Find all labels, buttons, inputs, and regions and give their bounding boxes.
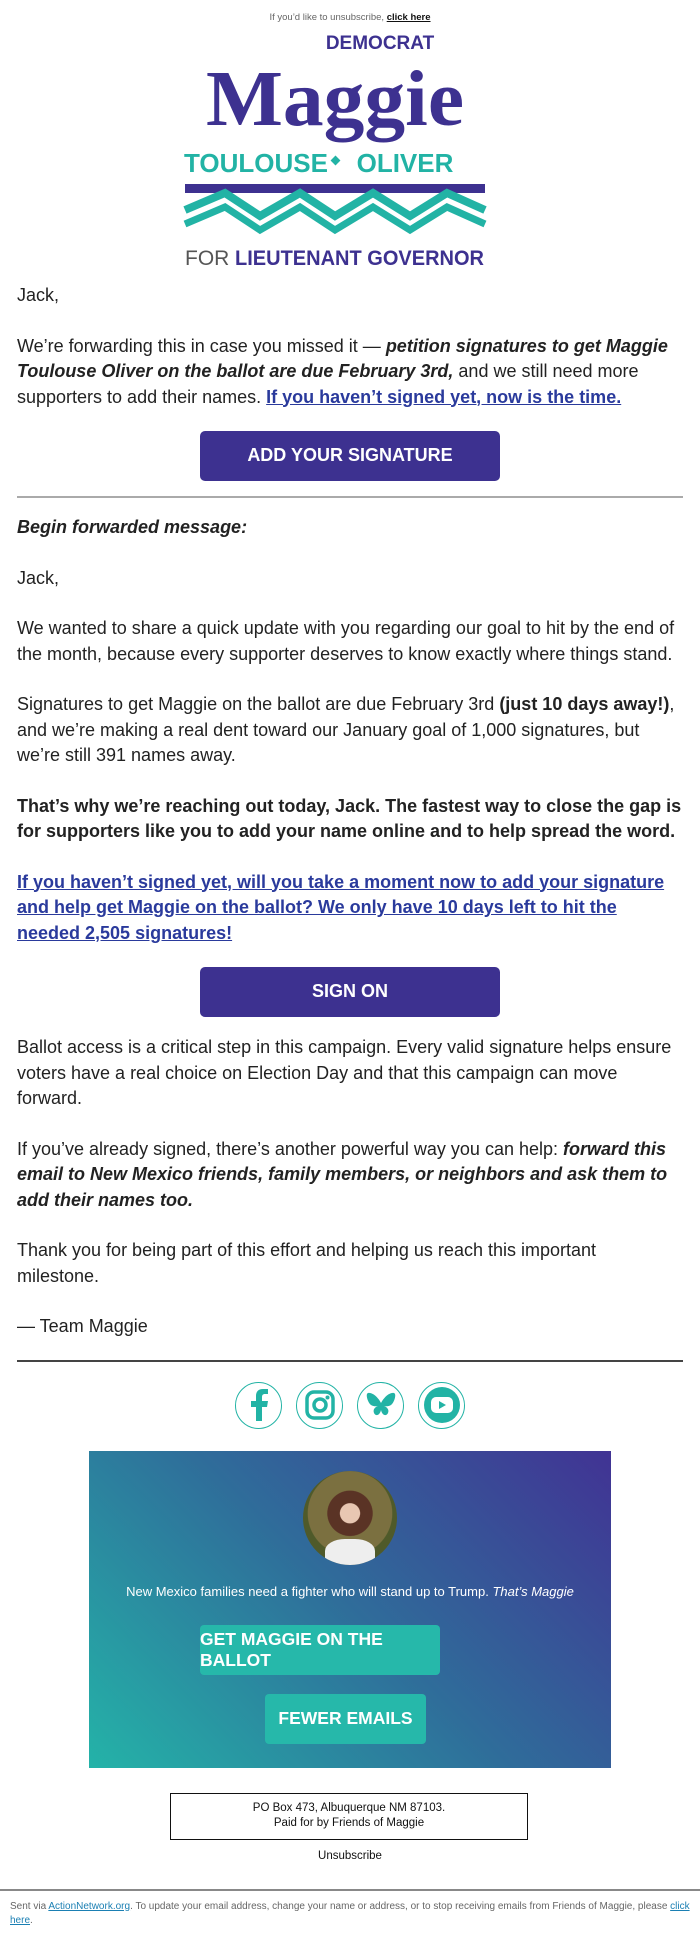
fewer-emails-button[interactable]: FEWER EMAILS	[265, 1694, 426, 1744]
intro-text-2: and we still need more supporters to add their names.	[17, 361, 639, 407]
unsubscribe-text: If you’d like to unsubscribe,	[269, 12, 385, 23]
social-links	[235, 1382, 465, 1429]
promo-banner	[89, 1451, 611, 1768]
sign-link-2[interactable]: If you haven’t signed yet, will you take a moment now to add your signature and help get Maggie on the ballot? We only have 10 days left to hit the needed 2,505 signatures!	[17, 871, 665, 943]
address-box	[170, 1793, 528, 1840]
add-signature-button[interactable]: ADD YOUR SIGNATURE	[200, 431, 500, 481]
signature: — Team Maggie	[17, 1316, 148, 1336]
logo-maggie: Maggie	[206, 56, 464, 143]
tagline-text: New Mexico families need a fighter who will stand up to Trump.	[126, 1583, 493, 1599]
paragraph-ask: That’s why we’re reaching out today, Jack. The fastest way to close the gap is for supporters like you to add your name online and to help spread the word.	[17, 795, 682, 841]
paid-for-line: Paid for by Friends of Maggie	[273, 1816, 425, 1829]
instagram-icon[interactable]	[296, 1382, 343, 1429]
paragraph-forward	[17, 1137, 683, 1214]
forwarded-heading: Begin forwarded message:	[17, 517, 248, 537]
logo-lt-governor: LIEUTENANT GOVERNOR	[235, 247, 484, 270]
logo-toulouse: TOULOUSE	[184, 148, 328, 178]
logo-democrat: DEMOCRAT	[325, 33, 435, 54]
logo-oliver: OLIVER	[356, 148, 454, 178]
deadline-text-2: , and we’re making a real dent toward our January goal of 1,000 signatures, but we’re still 391 names away.	[17, 694, 675, 765]
paragraph-ballot-access: Ballot access is a critical step in this campaign. Every valid signature helps ensure voters have a real choice on Election Day and that this campaign can move forward.	[17, 1037, 672, 1108]
promo-tagline	[89, 1584, 611, 1600]
get-on-ballot-button[interactable]: GET MAGGIE ON THE BALLOT	[200, 1625, 440, 1675]
forward-text: If you’ve already signed, there’s another powerful way you can help:	[17, 1138, 563, 1159]
unsubscribe-note	[0, 0, 700, 32]
youtube-icon[interactable]	[418, 1382, 465, 1429]
tagline-emphasis: That’s Maggie	[492, 1583, 574, 1599]
unsubscribe-top-link[interactable]: click here	[386, 12, 431, 23]
candidate-photo	[303, 1471, 397, 1565]
footer-text: Sent via	[10, 1900, 49, 1912]
footer-click-here-link[interactable]: click here	[10, 1900, 690, 1926]
bluesky-icon[interactable]	[357, 1382, 404, 1429]
greeting: Jack,	[17, 285, 60, 305]
sign-on-button[interactable]: SIGN ON	[200, 967, 500, 1017]
address-line: PO Box 473, Albuquerque NM 87103.	[252, 1801, 446, 1814]
footer-text-3: .	[30, 1914, 33, 1926]
unsubscribe-link[interactable]: Unsubscribe	[318, 1849, 382, 1862]
logo-for: FOR	[185, 247, 230, 270]
paragraph-thanks: Thank you for being part of this effort and helping us reach this important milestone.	[17, 1240, 597, 1286]
divider-2	[17, 1360, 683, 1362]
sign-link[interactable]: If you haven’t signed yet, now is the time.	[266, 386, 622, 407]
deadline-emphasis: (just 10 days away!)	[499, 694, 670, 714]
intro-emphasis: petition signatures to get Maggie Toulouse Oliver on the ballot are due February 3rd,	[17, 335, 668, 381]
footer-divider	[0, 1889, 700, 1891]
intro-text: We’re forwarding this in case you missed it —	[17, 335, 386, 356]
divider	[17, 496, 683, 498]
paragraph-deadline	[17, 692, 683, 769]
logo-pattern	[185, 184, 485, 230]
actionnetwork-link[interactable]: ActionNetwork.org	[48, 1900, 131, 1912]
paragraph-update: We wanted to share a quick update with you regarding our goal to hit by the end of the month, because every supporter deserves to know exactly where things stand.	[17, 618, 675, 664]
forwarded-greeting: Jack,	[17, 567, 60, 588]
email-body	[17, 283, 683, 1362]
footer-note	[10, 1900, 690, 1928]
deadline-text: Signatures to get Maggie on the ballot are due February 3rd	[17, 694, 500, 714]
footer-text-2: . To update your email address, change your name or address, or to stop receiving emails from Friends of Maggie, please	[130, 1900, 671, 1912]
facebook-icon[interactable]	[235, 1382, 282, 1429]
forward-emphasis: forward this email to New Mexico friends, family members, or neighbors and ask them to add their names too.	[17, 1138, 668, 1210]
campaign-logo	[185, 32, 485, 272]
intro-paragraph	[17, 334, 683, 411]
